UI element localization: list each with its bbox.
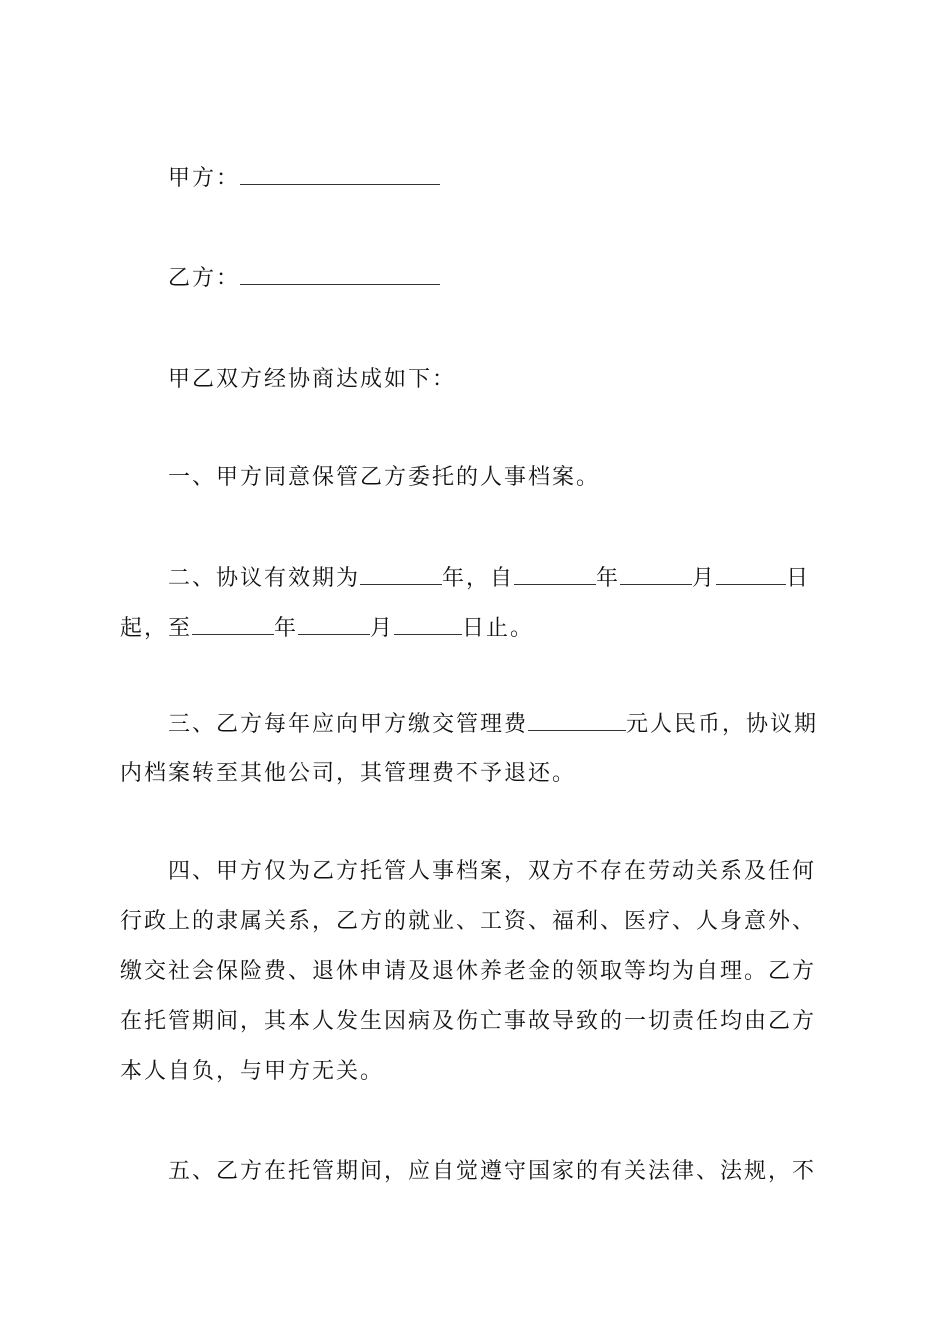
clause-2-line-1 xyxy=(168,566,880,591)
blank-fee xyxy=(528,712,626,731)
clause-2-line2-prefix: 起，至 xyxy=(120,616,193,641)
clause-4-line-3: 缴交社会保险费、退休申请及退休养老金的领取等均为自理。乙方 xyxy=(120,959,817,984)
clause-5-line-1: 五、乙方在托管期间，应自觉遵守国家的有关法律、法规，不 xyxy=(168,1159,817,1184)
clause-2-prefix: 二、协议有效期为 xyxy=(168,566,361,591)
blank-start-day xyxy=(716,566,786,585)
party-a-label: 甲方： xyxy=(168,166,241,191)
clause-3-prefix: 三、乙方每年应向甲方缴交管理费 xyxy=(168,712,529,737)
clause-4-line-2: 行政上的隶属关系，乙方的就业、工资、福利、医疗、人身意外、 xyxy=(120,909,817,934)
party-a-line xyxy=(168,166,880,191)
clause-4-line-4: 在托管期间，其本人发生因病及伤亡事故导致的一切责任均由乙方 xyxy=(120,1009,817,1034)
clause-2-end: 日止。 xyxy=(462,616,535,641)
party-a-blank xyxy=(240,166,440,185)
unit-end-year: 年 xyxy=(274,616,299,641)
blank-duration-years xyxy=(360,566,442,585)
party-b-line xyxy=(168,266,880,291)
party-b-blank xyxy=(240,266,440,285)
clause-3-after: 元人民币，协议期 xyxy=(626,712,819,737)
unit-years-from: 年，自 xyxy=(442,566,515,591)
unit-end-month: 月 xyxy=(370,616,395,641)
blank-end-month xyxy=(298,616,370,635)
blank-end-year xyxy=(192,616,274,635)
party-b-label: 乙方： xyxy=(168,266,241,291)
clause-3-line-2: 内档案转至其他公司，其管理费不予退还。 xyxy=(120,761,577,786)
clause-3-line-1 xyxy=(168,712,880,737)
unit-year: 年 xyxy=(596,566,621,591)
clause-1: 一、甲方同意保管乙方委托的人事档案。 xyxy=(168,465,601,490)
clause-4-line-5: 本人自负，与甲方无关。 xyxy=(120,1059,385,1084)
blank-start-month xyxy=(620,566,692,585)
clause-2-line-2 xyxy=(120,616,832,641)
intro-text: 甲乙双方经协商达成如下： xyxy=(168,367,457,392)
unit-month: 月 xyxy=(692,566,717,591)
unit-day: 日 xyxy=(786,566,811,591)
clause-4-line-1: 四、甲方仅为乙方托管人事档案，双方不存在劳动关系及任何 xyxy=(168,859,817,884)
blank-end-day xyxy=(394,616,462,635)
blank-start-year xyxy=(514,566,596,585)
